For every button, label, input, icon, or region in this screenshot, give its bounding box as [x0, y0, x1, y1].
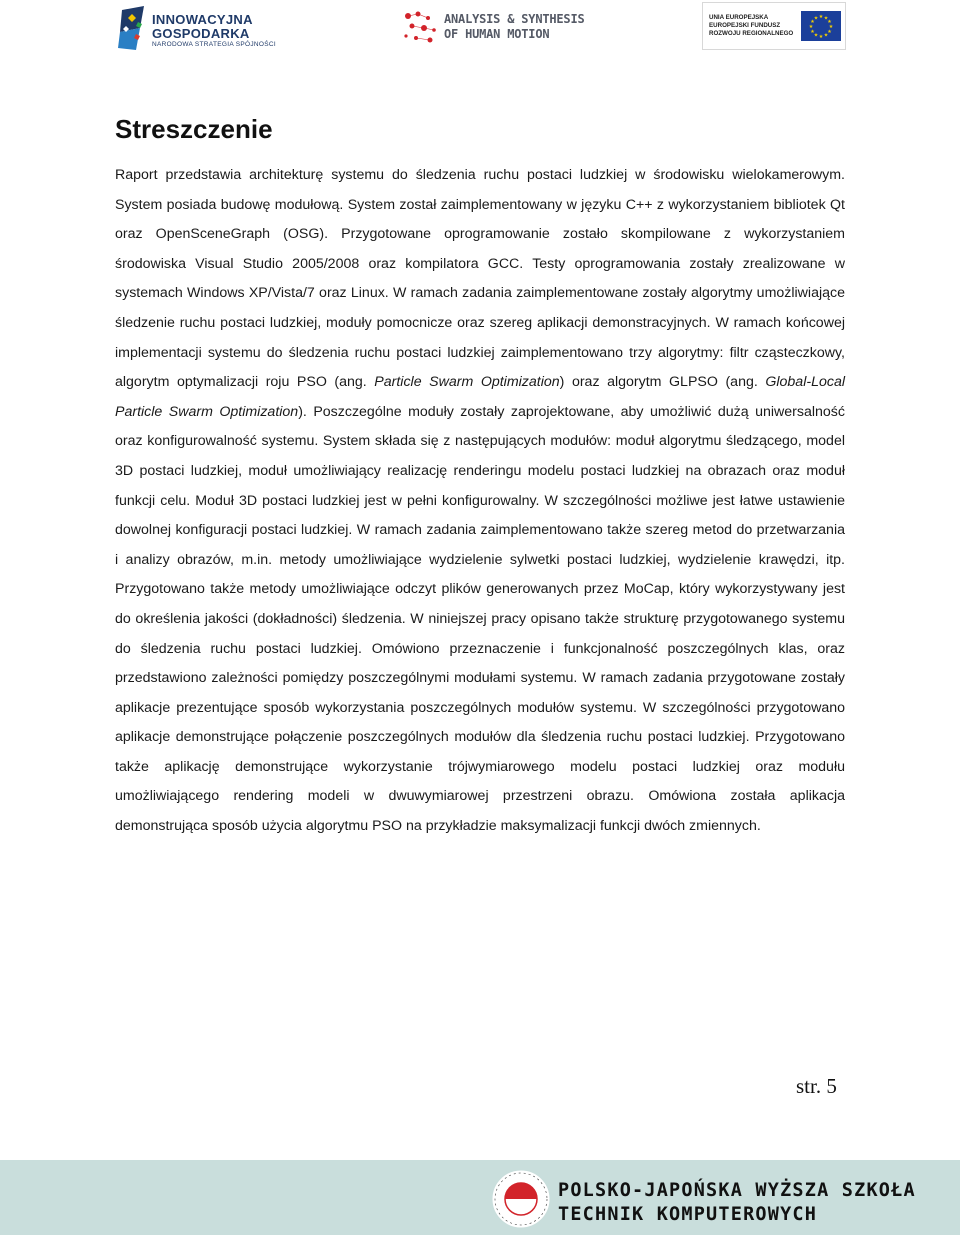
abstract-italic-term1: Particle Swarm Optimization [374, 374, 560, 391]
pjwstk-seal-icon [490, 1168, 552, 1230]
eu-flag-icon [801, 11, 841, 41]
innowacyjna-line3: NARODOWA STRATEGIA SPÓJNOŚCI [152, 41, 276, 48]
svg-text:★: ★ [827, 19, 832, 25]
svg-text:★: ★ [823, 15, 829, 22]
abstract-italic-term2: Global-Local Particle Swarm Optimization [115, 374, 845, 420]
page-title: Streszczenie [115, 114, 273, 144]
page-number: str. 5 [796, 1074, 837, 1098]
svg-text:★: ★ [813, 15, 819, 22]
svg-text:★: ★ [827, 29, 832, 35]
innowacyjna-gospodarka-logo-icon [118, 4, 148, 52]
analysis-synthesis-logo [402, 10, 585, 46]
svg-text:★: ★ [810, 29, 815, 35]
eu-line2: EUROPEJSKI FUNDUSZ [709, 22, 781, 29]
footer-school-name-line1: POLSKO-JAPOŃSKA WYŻSZA SZKOŁA [558, 1180, 916, 1201]
ash-line2: OF HUMAN MOTION [444, 27, 550, 41]
footer-school-name-line2: TECHNIK KOMPUTEROWYCH [558, 1204, 818, 1225]
abstract-text-part3: ). Poszczególne moduły zostały zaprojektowane, aby umożliwić dużą uniwersalność oraz konfigurowalność systemu. System składa się z następujących modułów: moduł algorytmu śledzącego, model 3D postaci ludzkiej, moduł umożliwiający realizację renderingu modelu postaci ludzkiej na obrazach oraz moduł funkcji celu. Moduł 3D postaci ludzkiej jest w pełni konfigurowalny. W szczególności możliwe jest łatwe ustawienie dowolnej konfiguracji postaci ludzkiej. W ramach zadania zaimplementowano także szereg metod do przetwarzania i analizy obrazów, m.in. metody umożliwiające wydzielenie sylwetki postaci ludzkiej, wydzielenie krawędzi, itp. Przygotowano także metody umożliwiające odczyt plików generowanych przez MoCap, który wykorzystywany jest do określenia jakości (dokładności) śledzenia. W niniejszej pracy opisano także strukturę przygotowanego systemu do śledzenia ruchu postaci ludzkiej. Omówiono przeznaczenie i funkcjonalność poszczególnych klas, oraz przedstawiono zależności pomiędzy poszczególnymi modułami systemu. W ramach zadania przygotowane zostały aplikacje prezentujące sposób wykorzystania poszczególnych modułów systemu. W szczególności przygotowano aplikacje demonstrujące połączenie poszczególnych modułów dla śledzenia ruchu postaci ludzkiej. Przygotowano także aplikację demonstrujące wykorzystanie trójwymiarowego modelu postaci ludzkiej oraz modułu umożliwiającego rendering modeli w dwuwymiarowej przestrzeni obrazu. Omówiona została aplikacja demonstrująca sposób użycia algorytmu PSO na przykładzie maksymalizacji funkcji dwóch zmiennych. [115, 403, 845, 835]
svg-text:★: ★ [808, 24, 814, 30]
svg-text:★: ★ [810, 19, 815, 25]
svg-text:★: ★ [813, 32, 819, 39]
svg-text:★: ★ [823, 32, 829, 39]
eu-fund-logo [702, 2, 846, 50]
abstract-paragraph [115, 161, 845, 842]
analysis-synthesis-logo-icon [402, 10, 438, 44]
svg-text:★: ★ [818, 34, 824, 40]
page-footer [0, 1160, 960, 1235]
innowacyjna-gospodarka-logo [118, 2, 288, 52]
ash-line1: ANALYSIS & SYNTHESIS [444, 12, 585, 26]
innowacyjna-line1: INNOWACYJNA [152, 12, 253, 27]
eu-fund-text [709, 14, 793, 38]
innowacyjna-line2: GOSPODARKA [152, 26, 250, 41]
abstract-text-part2: ) oraz algorytm GLPSO (ang. [559, 374, 766, 391]
page-header [0, 0, 960, 60]
abstract-text-part1: Raport przedstawia architekturę systemu do śledzenia ruchu postaci ludzkiej w środowisku wielokamerowym. System posiada budowę modułową. System został zaimplementowany w języku C++ z wykorzystaniem bibliotek Qt oraz OpenSceneGraph (OSG). Przygotowane oprogramowanie zostało skompilowane z wykorzystaniem środowiska Visual Studio 2005/2008 oraz kompilatora GCC. Testy oprogramowania zostały zrealizowane w systemach Windows XP/Vista/7 oraz Linux. W ramach zadania zaimplementowane zostały algorytmy umożliwiające śledzenie ruchu postaci ludzkiej, moduły pomocnicze oraz szereg aplikacji demonstracyjnych. W ramach końcowej implementacji systemu do śledzenia ruchu postaci ludzkiej zaimplementowano trzy algorytmy: filtr cząsteczkowy, algorytm optymalizacji roju PSO (ang. [115, 167, 845, 391]
svg-text:★: ★ [818, 14, 824, 20]
svg-text:★: ★ [828, 24, 834, 30]
eu-line1: UNIA EUROPEJSKA [709, 14, 769, 21]
eu-line3: ROZWOJU REGIONALNEGO [709, 30, 794, 37]
